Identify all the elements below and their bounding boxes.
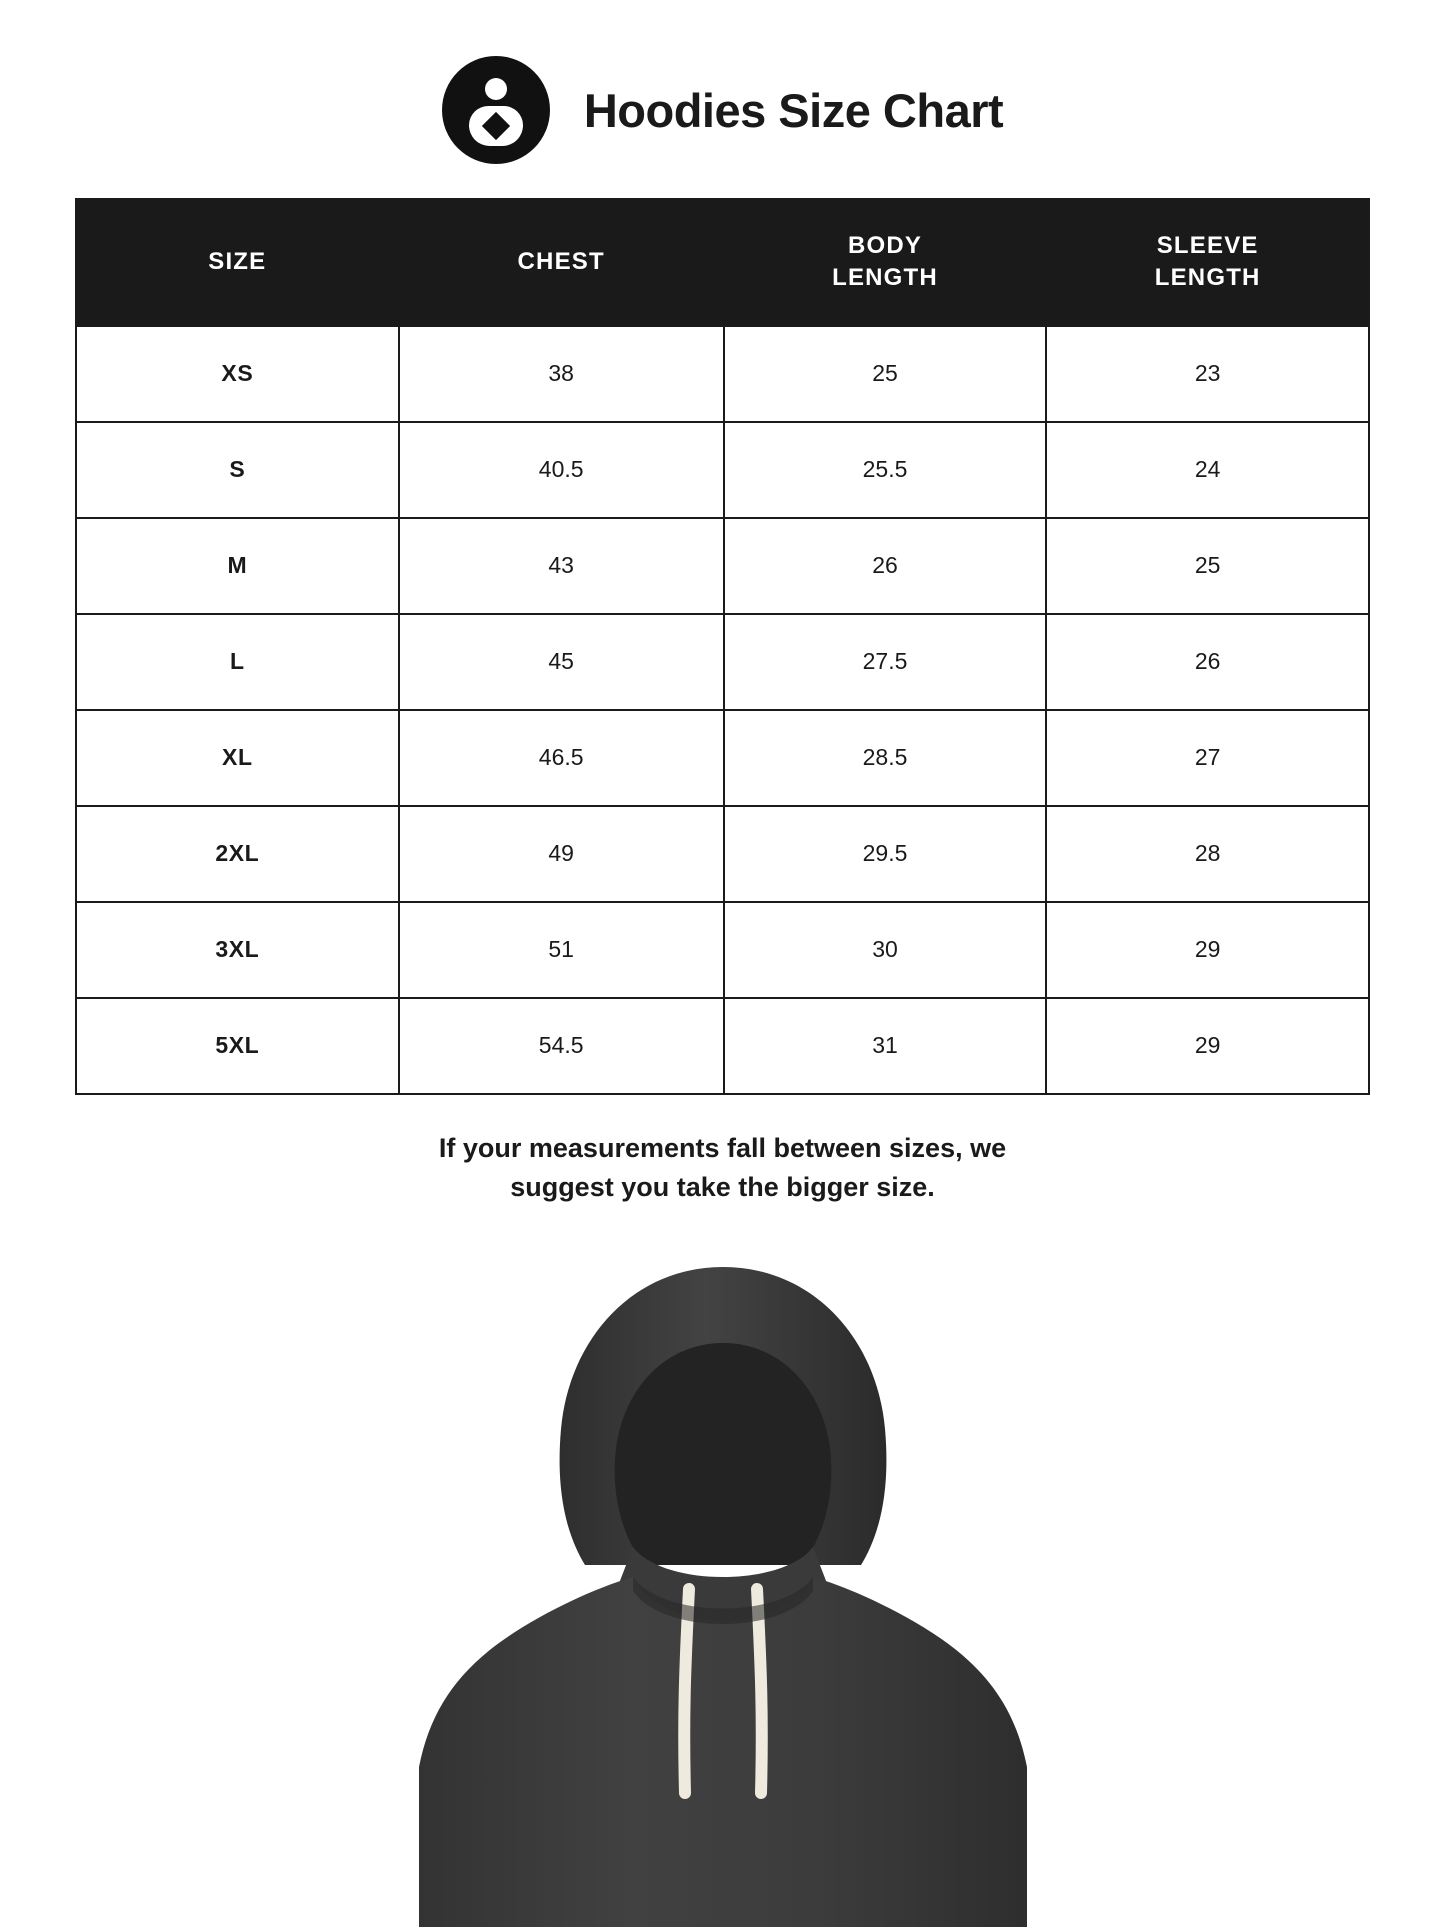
- column-header-sleeve-length-line1: SLEEVE: [1156, 232, 1259, 259]
- cell-sleeve-length: 27: [1046, 710, 1369, 806]
- sizing-note-line1: If your measurements fall between sizes, we: [438, 1132, 1007, 1163]
- column-header-sleeve-length: [1046, 199, 1369, 326]
- cell-sleeve-length: 28: [1046, 806, 1369, 902]
- cell-sleeve-length: 25: [1046, 518, 1369, 614]
- cell-sleeve-length: 23: [1046, 326, 1369, 422]
- hoodie-photo: [0, 1237, 1445, 1927]
- cell-sleeve-length: 29: [1046, 902, 1369, 998]
- mother-and-child-icon: [442, 56, 550, 164]
- cell-sleeve-length: 24: [1046, 422, 1369, 518]
- size-chart-table: [75, 198, 1370, 1095]
- column-header-sleeve-length-line2: LENGTH: [1154, 264, 1261, 292]
- page-header: [0, 0, 1445, 174]
- table-row: [76, 614, 1369, 710]
- hoodie-body-shape: [419, 1577, 1027, 1927]
- column-header-size-line1: SIZE: [208, 248, 267, 276]
- table-row: [76, 710, 1369, 806]
- cell-chest: 49: [399, 806, 724, 902]
- hoodie-illustration: [333, 1247, 1113, 1927]
- column-header-body-length-line2: LENGTH: [832, 264, 938, 292]
- cell-size: 3XL: [76, 902, 399, 998]
- column-header-body-length-line1: BODY: [847, 232, 923, 259]
- cell-body-length: 30: [724, 902, 1047, 998]
- logo-inner-dot: [489, 122, 503, 136]
- cell-chest: 43: [399, 518, 724, 614]
- cell-chest: 51: [399, 902, 724, 998]
- table-header-row: [76, 199, 1369, 326]
- table-row: [76, 998, 1369, 1094]
- sizing-note: [243, 1129, 1203, 1207]
- cell-size: S: [76, 422, 399, 518]
- column-header-chest: [399, 199, 724, 326]
- cell-body-length: 31: [724, 998, 1047, 1094]
- column-header-size: [76, 199, 399, 326]
- cell-size: XL: [76, 710, 399, 806]
- cell-size: XS: [76, 326, 399, 422]
- table-row: [76, 902, 1369, 998]
- cell-size: L: [76, 614, 399, 710]
- column-header-body-length: [724, 199, 1047, 326]
- cell-chest: 46.5: [399, 710, 724, 806]
- cell-body-length: 25.5: [724, 422, 1047, 518]
- table-header-row-group: [76, 199, 1369, 326]
- table-row: [76, 518, 1369, 614]
- cell-chest: 54.5: [399, 998, 724, 1094]
- cell-chest: 40.5: [399, 422, 724, 518]
- table-row: [76, 326, 1369, 422]
- cell-sleeve-length: 26: [1046, 614, 1369, 710]
- cell-body-length: 25: [724, 326, 1047, 422]
- table-body: [76, 326, 1369, 1094]
- cell-body-length: 28.5: [724, 710, 1047, 806]
- logo-head-shape: [485, 78, 507, 100]
- cell-size: M: [76, 518, 399, 614]
- cell-sleeve-length: 29: [1046, 998, 1369, 1094]
- page-title: Hoodies Size Chart: [583, 83, 1004, 137]
- table-row: [76, 422, 1369, 518]
- cell-chest: 45: [399, 614, 724, 710]
- cell-size: 5XL: [76, 998, 399, 1094]
- table-row: [76, 806, 1369, 902]
- cell-body-length: 26: [724, 518, 1047, 614]
- column-header-chest-line1: CHEST: [517, 248, 605, 276]
- sizing-note-line2: suggest you take the bigger size.: [510, 1171, 935, 1202]
- size-chart-table-wrapper: [75, 198, 1370, 1095]
- cell-body-length: 29.5: [724, 806, 1047, 902]
- cell-size: 2XL: [76, 806, 399, 902]
- cell-body-length: 27.5: [724, 614, 1047, 710]
- cell-chest: 38: [399, 326, 724, 422]
